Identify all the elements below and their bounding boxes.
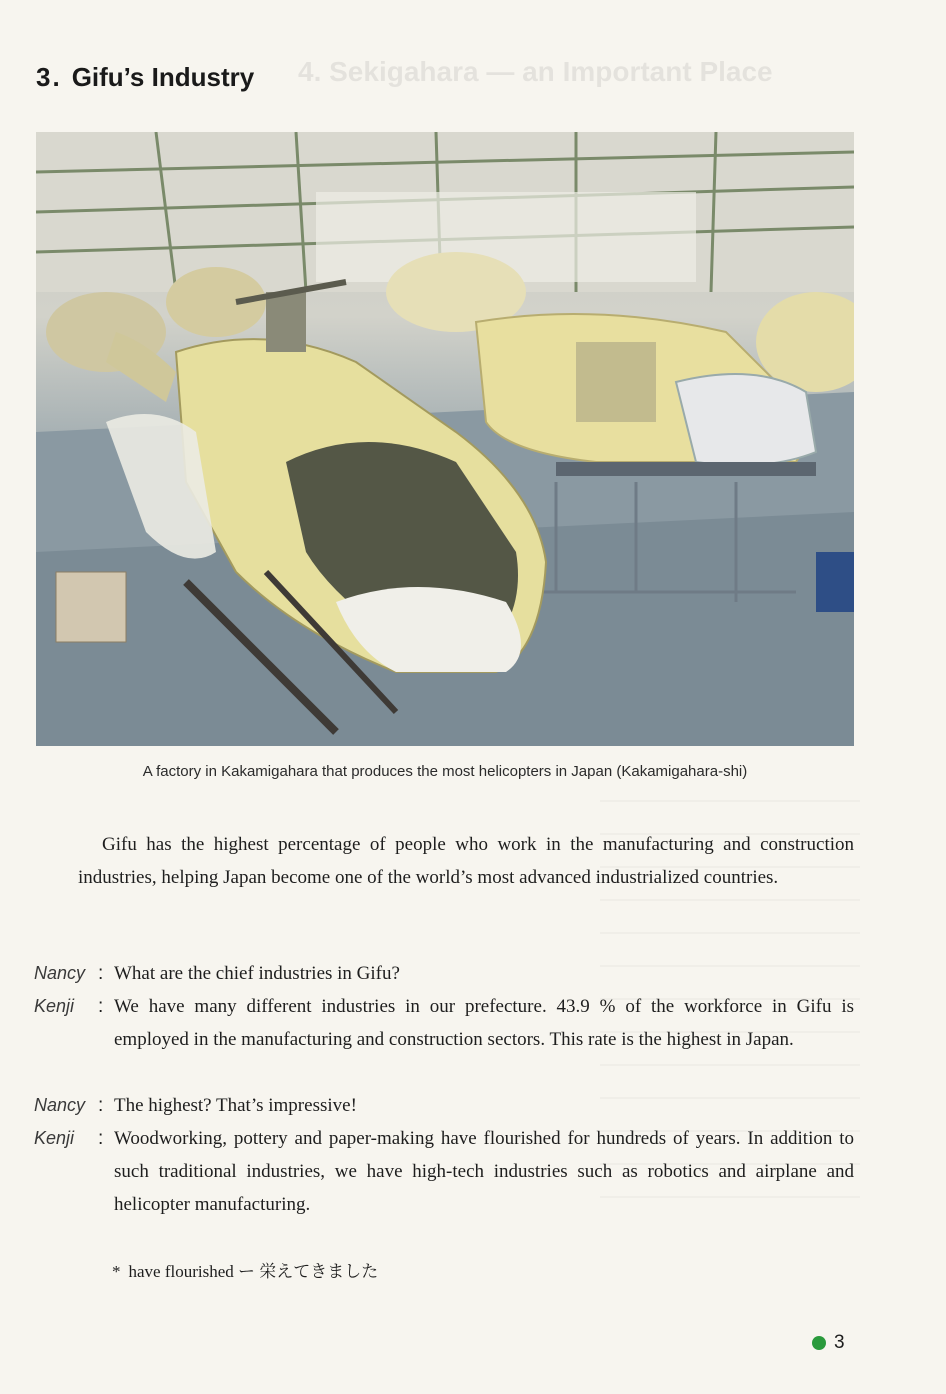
speaker-name: Nancy [34, 1095, 86, 1115]
speaker-name: Kenji [34, 996, 75, 1016]
colon: : [98, 1095, 104, 1116]
dialogue-text: Woodworking, pottery and paper-making have flourished for hundreds of years. In addition to such traditional industries, we have high-tech industries such as robotics and airplane and helicopter manufacturing. [114, 1128, 854, 1215]
page-number-text: 3 [834, 1332, 845, 1353]
speaker-name: Nancy [34, 963, 86, 983]
section-number: 3. [36, 62, 62, 92]
colon: : [98, 1128, 104, 1149]
dialogue-text: What are the chief industries in Gifu? [114, 963, 400, 984]
note-marker: * [112, 1262, 121, 1281]
bleed-through-text: 4. Sekigahara — an Important Place [298, 56, 773, 87]
helicopter-factory-illustration [36, 132, 854, 746]
dialogue-text: We have many different industries in our prefecture. 43.9 % of the workforce in Gifu is employed in the manufacturing and construction sectors. This rate is the highest in Japan. [114, 996, 854, 1050]
section-heading [36, 62, 254, 93]
dialogue-text: The highest? That’s impressive! [114, 1095, 357, 1116]
intro-paragraph: Gifu has the highest percentage of people who work in the manufacturing and construction industries, helping Japan become one of the world’s most advanced industrialized countries. [78, 834, 854, 888]
factory-photo [36, 132, 854, 746]
speaker-name: Kenji [34, 1128, 75, 1148]
note-text: have flourished ー 栄えてきました [128, 1262, 379, 1281]
dialogue-line [34, 990, 854, 1056]
dialogue-line [34, 957, 854, 990]
colon: : [98, 963, 104, 984]
section-title: Gifu’s Industry [71, 62, 255, 92]
dialogue-line [34, 1122, 854, 1221]
vocabulary-note [112, 1257, 378, 1282]
page-dot-icon [812, 1336, 826, 1350]
photo-caption: A factory in Kakamigahara that produces the most helicopters in Japan (Kakamigahara-shi) [142, 763, 748, 780]
colon: : [98, 996, 104, 1017]
dialogue-line [34, 1089, 854, 1122]
page-number [812, 1332, 845, 1354]
